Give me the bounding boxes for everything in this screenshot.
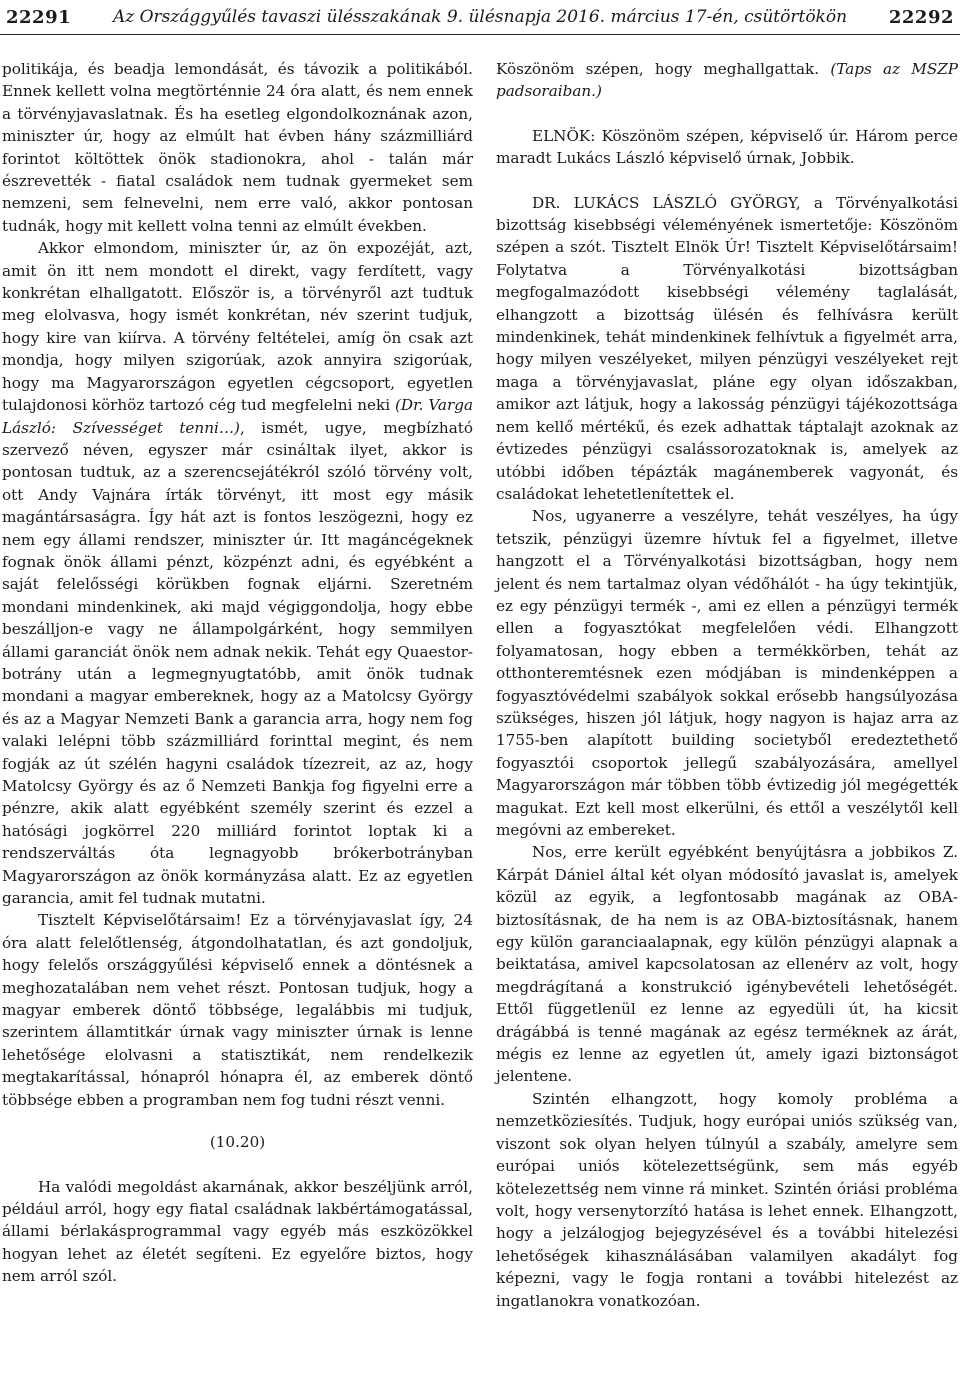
paragraph: ELNÖK: Köszönöm szépen, képviselő úr. Három perce maradt Lukács László képviselő úrnak, Jobbik. (496, 126, 958, 168)
right-column (496, 58, 958, 1312)
applause-note: (Taps az MSZP padsoraiban.) (496, 60, 959, 101)
spacer (496, 103, 958, 125)
running-title: Az Országgyűlés tavaszi ülésszakának 9. ülésnapja 2016. március 17-én, csütörtökön (112, 7, 848, 27)
left-column (2, 58, 473, 1288)
spacer (496, 170, 958, 192)
paragraph: Szintén elhangzott, hogy komoly probléma a nemzetköziesítés. Tudjuk, hogy európai uniós szükség van, viszont sok olyan helyen túlnyúl a szabály, amelyre sem európai uniós kötelezettségünk, sem más egyéb kötelezettség nem vinne rá minket. Szintén óriási probléma volt, hogy versenytorzító hatása is lehet ennek. Elhangzott, hogy a jelzálogjog bejegyzésével és a további hitelezési lehetőségek kihasználásában valamilyen akadályt fog képezni, vagy le fogja rontani a további hitelezést az ingatlanokra vonatkozóan. (496, 1089, 958, 1310)
paragraph (496, 58, 958, 103)
paragraph: DR. LUKÁCS LÁSZLÓ GYÖRGY, a Törvényalkotási bizottság kisebbségi véleményének ismertetője: Köszönöm szépen a szót. Tisztelt Elnök Úr! Tisztelt Képviselőtársaim! Folytatva a Törvényalkotási bizottságban megfogalmazódott kisebbségi vélemény taglalását, elhangzott a bizottság ülésén és felhívásra került mindenkinek, tehát mindenkinek felhívtuk a figyelmét arra, hogy milyen veszélyeket, milyen pénzügyi veszélyeket rejt maga a törvényjavaslat, pláne egy olyan időszakban, amikor azt látjuk, hogy a lakosság pénzügyi tájékozottsága nem kellő mértékű, és ezek adhattak táptalajt azoknak az évtizedes pénzügyi csalássorozatoknak is, amelyek az utóbbi időben tépázták magánemberek vagyonát, és családokat lehetetlenítettek el. (496, 193, 958, 503)
paragraph (2, 237, 473, 909)
paragraph: Tisztelt Képviselőtársaim! Ez a törvényjavaslat így, 24 óra alatt felelőtlenség, átgondolhatatlan, és azt gondoljuk, hogy felelős országgyűlési képviselő ennek a döntésnek a meghozatalában nem vehet részt. Pontosan tudjuk, hogy a magyar emberek döntő többsége, legalábbis mi tudjuk, szerintem államtitkár úrnak vagy miniszter úrnak is lenne lehetősége elolvasni a statisztikát, nem rendelkezik megtakarítással, hónapról hónapra él, az emberek döntő többsége ebben a programban nem fog tudni részt venni. (2, 911, 473, 1109)
header-rule (0, 34, 960, 35)
page-number-left: 22291 (6, 6, 72, 28)
paragraph-text: Köszönöm szépen, hogy meghallgattak. (496, 60, 820, 78)
page-number-right: 22292 (888, 6, 954, 28)
paragraph: Nos, erre került egyébként benyújtásra a jobbikos Z. Kárpát Dániel által két olyan módosító javaslat is, amelyek közül az egyik, a legfontosabb magának az OBA-biztosításnak, de ha nem is az OBA-biztosításnak, hanem egy külön garanciaalapnak, egy külön pénzügyi alapnak a beiktatása, amivel kapcsolatosan az ellenérv az volt, hogy megdrágítaná a konstrukció igénybevételi lehetőségét. Ettől függetlenül ez lenne az egyedüli út, ha kicsit drágábbá is tenné magának az egész terméknek az árát, mégis ez lenne az egyetlen út, amely igazi biztonságot jelentene. (496, 843, 958, 1086)
page-header (6, 4, 954, 30)
paragraph: Nos, ugyanerre a veszélyre, tehát veszélyes, ha úgy tetszik, pénzügyi üzemre hívtuk fel a figyelmet, illetve hangzott el a Törvényalkotási bizottságban, hogy nem jelent és nem tartalmaz olyan védőhálót - ha úgy tekintjük, ez egy pénzügyi termék -, ami ez ellen a pénzügyi termék ellen a fogyasztókat megfelelően védi. Elhangzott folyamatosan, hogy ebben a termékkörben, tehát az otthonteremtésnek ezen módjában is mindenképpen a fogyasztóvédelmi szabályok sokkal erősebb hangsúlyozása szükséges, hiszen jól látjuk, hogy nagyon is hajaz arra az 1755-ben alapított building societyből eredeztethető fogyasztói csoportok jellegű szabályozására, amellyel Magyarországon már többen több évtizedig jól megégették magukat. Ezt kell most elkerülni, és ettől a veszélytől kell megóvni az embereket. (496, 507, 958, 839)
paragraph: politikája, és beadja lemondását, és távozik a politikából. Ennek kellett volna megtörténnie 24 óra alatt, és nem ennek a törvényjavaslatnak. És ha esetleg elgondolkoznának azon, miniszter úr, hogy az elmúlt hat évben hány százmilliárd forintot költöttek önök stadionokra, ahol - talán már észrevették - fiatal családok nem tudnak gyermeket sem nemzeni, sem felnevelni, nem erre való, akkor pontosan tudnák, hogy mit kellett volna tenni az elmúlt években. (2, 60, 473, 235)
paragraph-text: Akkor elmondom, miniszter úr, az ön expozéját, azt, amit ön itt nem mondott el direkt, vagy ferdített, vagy konkrétan elhallgatott. Először is, a törvényről azt tudtuk meg elolvasva, hogy ismét konkrétan, név szerint tudjuk, hogy kire van kiírva. A törvény feltételei, amíg ön csak azt mondja, hogy milyen szigorúak, azok annyira szigorúak, hogy ma Magyarországon egyetlen cégcsoport, egyetlen tulajdonosi körhöz tartozó cég tud megfelelni neki (2, 239, 473, 415)
time-marker: (10.20) (209, 1133, 266, 1152)
paragraph-text: , ismét, ugye, megbízható szervező néven, egyszer már csináltak ilyet, akkor is pontosan tudtuk, az a szerencsejátékról szóló törvény volt, ott Andy Vajnára írták törvényt, itt most egy másik magántársaságra. Így hát azt is fontos leszögezni, hogy ez nem egy állami rendszer, miniszter úr. Itt magáncégeknek fognak önök állami pénzt, közpénzt adni, és egyébként a saját felelősségi körükben fognak eljárni. Szeretném mondani mindenkinek, aki majd végiggondolja, hogy ebbe beszálljon-e vagy ne állampolgárként, hogy semmilyen állami garanciát önök nem adnak nekik. Tehát egy Quaestor-botrány után a legmegnyugtatóbb, amit önök tudnak mondani a magyar embereknek, hogy az a Matolcsy György és az a Magyar Nemzeti Bank a garancia arra, hogy nem fog valaki lelépni több százmilliárd forinttal megint, és nem fogják az út szélén hagyni családok tízezreit, az az, hogy Matolcsy György és az ő Nemzeti Bankja fog figyelni erre a pénzre, akik alatt egyébként személy szerint és ezzel a hatósági jogkörrel 220 milliárd forintot loptak ki a rendszerváltás óta legnagyobb brókerbotrányban Magyarországon az önök kormányzása alatt. Ez az egyetlen garancia, amit fel tudnak mutatni. (2, 418, 473, 908)
paragraph: Ha valódi megoldást akarnának, akkor beszéljünk arról, például arról, hogy egy fiatal családnak lakbértámogatással, állami bérlakásprogrammal vagy egyéb más eszközökkel hogyan lehet az életét segíteni. Ez egyelőre biztos, hogy nem arról szól. (2, 1177, 473, 1286)
interjection: (Dr. Varga László: Szívességet tenni…) (2, 396, 474, 437)
